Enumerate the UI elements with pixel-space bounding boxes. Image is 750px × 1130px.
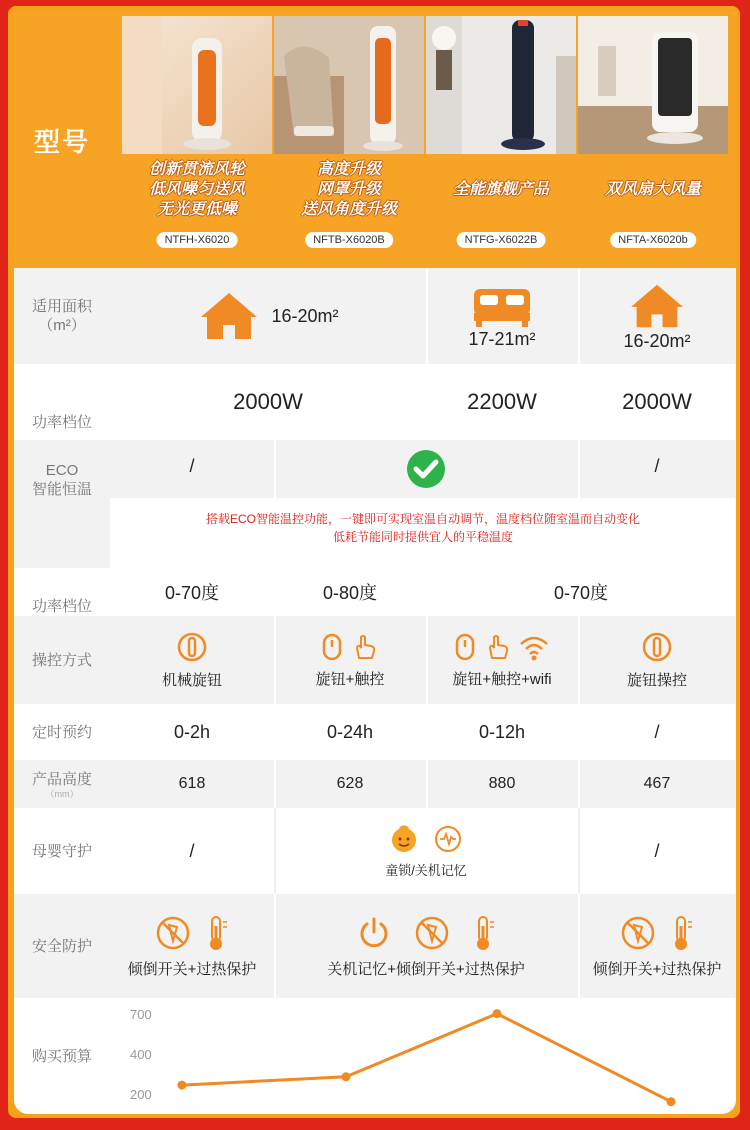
row-range (14, 568, 736, 616)
touch-icon (482, 632, 512, 662)
control-cell-3: 旋钮+触控+wifi (426, 616, 578, 704)
height-cell-1: 618 (178, 775, 206, 792)
row-label-eco: ECO 智能恒温 (31, 462, 92, 498)
row-label-budget: 购买预算 (31, 1047, 92, 1065)
knob-icon (641, 631, 673, 663)
row-label-safety: 安全防护 (31, 937, 92, 955)
memory-icon (433, 824, 463, 854)
wifi-icon (518, 632, 550, 662)
budget-point-1 (178, 1081, 187, 1090)
thermometer-icon (205, 914, 229, 952)
safety-cell-2-3: 关机记忆+倾倒开关+过热保护 (274, 894, 578, 998)
row-label-range: 功率档位 (31, 598, 92, 615)
timer-cell-2: 0-24h (326, 721, 374, 742)
budget-line (182, 1014, 671, 1102)
tip-over-icon (414, 915, 450, 951)
tip-over-icon (155, 915, 191, 951)
safety-cell-4: 倾倒开关+过热保护 (578, 894, 736, 998)
product-model-badge-3: NTFG-X6022B (457, 232, 546, 248)
area-cell-4: 16-20m² (578, 268, 736, 364)
safety-cell-1: 倾倒开关+过热保护 (110, 894, 274, 998)
range-cell-2: 0-80度 (322, 583, 378, 603)
product-model-badge-1: NTFH-X6020 (157, 232, 238, 248)
house-icon (627, 281, 687, 331)
row-eco (14, 440, 736, 568)
timer-cell-4: / (654, 721, 660, 742)
y-tick-label: 400 (130, 1047, 152, 1062)
timer-cell-3: 0-12h (478, 721, 526, 742)
product-features-4: 双风扇大风量 (604, 181, 701, 198)
y-tick-label: 200 (130, 1087, 152, 1102)
product-features-2: 高度升级 网罩升级 送风角度升级 (300, 161, 397, 218)
control-cell-1: 机械旋钮 (110, 616, 274, 704)
baby-cell-4: / (654, 840, 660, 861)
baby-cell-2-3: 童锁/关机记忆 (274, 808, 578, 894)
power-cell-1-2: 2000W (233, 389, 303, 414)
product-column-4[interactable] (578, 12, 728, 268)
row-power (14, 364, 736, 440)
eco-cell-2-3 (274, 440, 578, 498)
thermometer-icon (472, 914, 496, 952)
product-image-3 (426, 16, 576, 154)
eco-cell-1: / (189, 455, 195, 476)
eco-note: 搭载ECO智能温控功能，一键即可实现室温自动调节，温度档位随室温而自动变化 低耗节能同时提供宜人的平稳温度 (205, 512, 640, 544)
control-cell-4: 旋钮操控 (578, 616, 736, 704)
height-cell-4: 467 (643, 775, 671, 792)
power-cell-4: 2000W (622, 389, 692, 414)
row-label-power: 功率档位 (31, 414, 92, 431)
baby-icon (389, 824, 419, 854)
height-cell-3: 880 (488, 775, 516, 792)
row-timer (14, 704, 736, 760)
height-cell-2: 628 (336, 775, 364, 792)
product-column-2[interactable] (274, 12, 424, 268)
knob-icon (176, 631, 208, 663)
row-label-height: 产品高度 （mm） (31, 770, 92, 799)
row-budget (14, 998, 736, 1114)
row-safety (14, 894, 736, 998)
y-tick-label: 700 (130, 1007, 152, 1022)
thermometer-icon (670, 914, 694, 952)
budget-point-3 (493, 1009, 502, 1018)
budget-point-4 (667, 1097, 676, 1106)
area-cell-3: 17-21m² (426, 268, 578, 364)
product-image-4 (578, 16, 728, 154)
bed-icon (470, 283, 534, 329)
range-cell-1: 0-70度 (164, 583, 220, 603)
power-cell-3: 2200W (467, 389, 537, 414)
product-column-3[interactable] (426, 12, 576, 268)
range-cell-3-4: 0-70度 (553, 583, 609, 603)
row-baby (14, 808, 736, 894)
product-column-1[interactable] (122, 12, 272, 268)
row-label-control: 操控方式 (31, 651, 92, 669)
power-icon (356, 915, 392, 951)
row-area (14, 268, 736, 364)
area-cell-1-2: 16-20m² (110, 268, 426, 364)
timer-cell-1: 0-2h (173, 721, 211, 742)
knob-icon (454, 632, 476, 662)
tip-over-icon (620, 915, 656, 951)
control-cell-2: 旋钮+触控 (274, 616, 426, 704)
product-model-badge-4: NFTA-X6020b (610, 232, 696, 248)
check-icon (406, 449, 446, 489)
row-label-baby: 母婴守护 (31, 842, 92, 860)
eco-cell-4: / (654, 455, 660, 476)
product-features-1: 创新贯流风轮 低风噪匀送风 无光更低噪 (148, 161, 245, 218)
budget-chart (110, 998, 736, 1114)
touch-icon (349, 632, 379, 662)
table-header (14, 12, 736, 268)
comparison-table (14, 12, 736, 1114)
baby-cell-1: / (189, 840, 195, 861)
row-label-area: 适用面积 （m²） (31, 298, 92, 334)
product-image-1 (122, 16, 272, 154)
budget-point-2 (342, 1072, 351, 1081)
product-model-badge-2: NFTB-X6020B (305, 232, 393, 248)
product-image-2 (274, 16, 424, 154)
knob-icon (321, 632, 343, 662)
house-icon (197, 289, 261, 343)
row-height (14, 760, 736, 808)
row-label-timer: 定时预约 (31, 723, 92, 741)
model-header-label: 型号 (33, 126, 90, 157)
product-features-3: 全能旗舰产品 (452, 181, 549, 198)
row-control (14, 616, 736, 704)
